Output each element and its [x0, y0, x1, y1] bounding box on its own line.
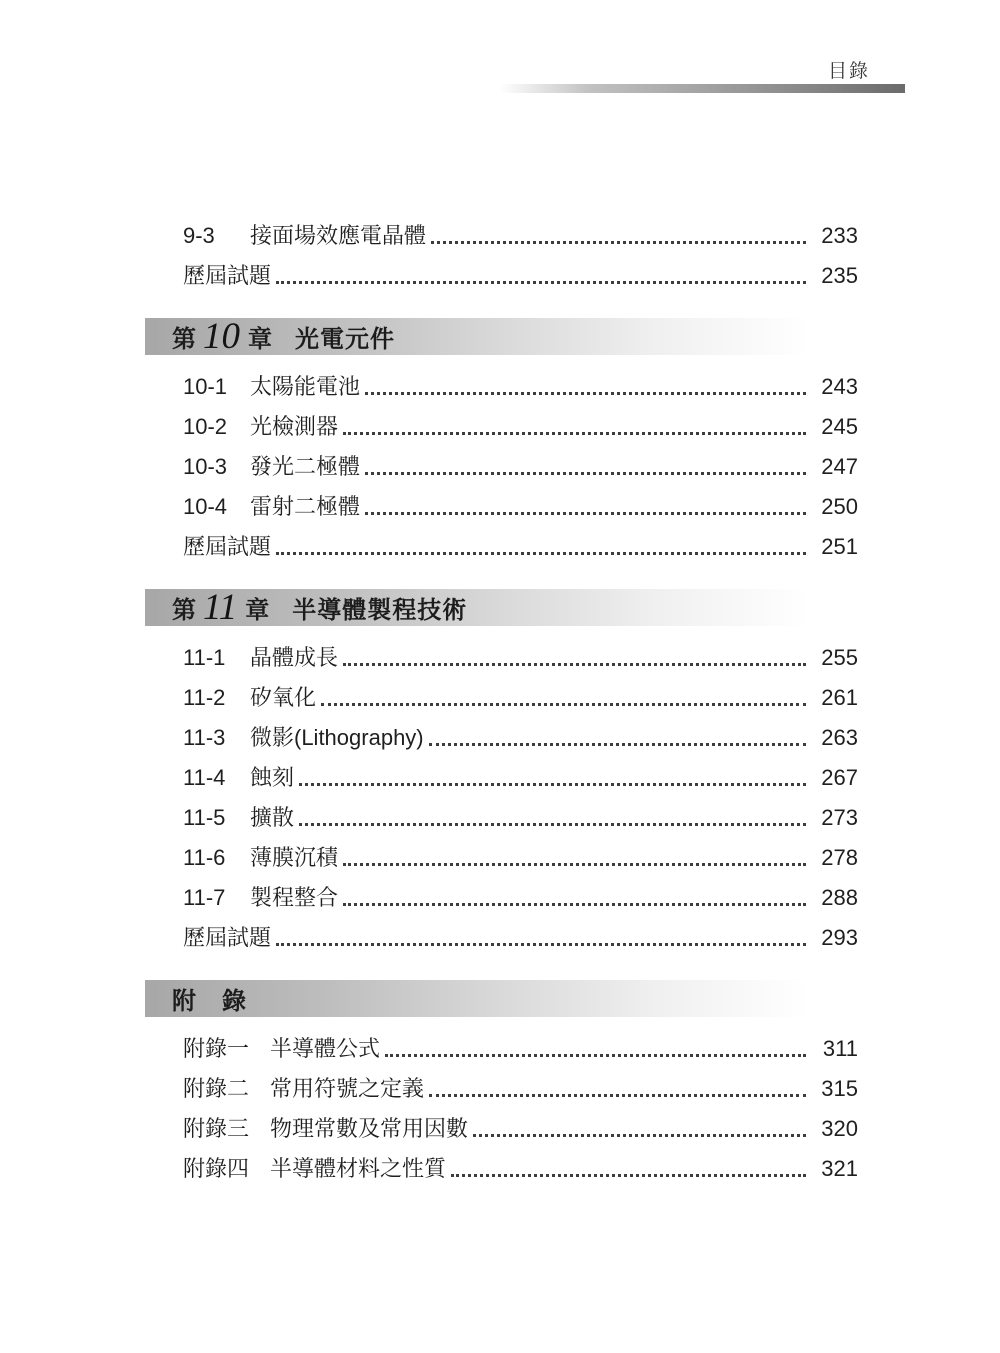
toc-entry-title: 製程整合: [250, 885, 339, 910]
toc-entry-number: 10-1: [183, 374, 228, 399]
toc-entry-number: 10-3: [183, 454, 228, 479]
toc-entry: [183, 1029, 858, 1069]
toc-entry-title: 歷屆試題: [183, 263, 272, 288]
toc-entry-title: 光檢測器: [250, 414, 339, 439]
toc-entry-page: 255: [821, 645, 858, 670]
toc-entry-title: 半導體材料之性質: [270, 1156, 447, 1181]
toc-entry: [183, 216, 858, 256]
toc-entry-number: 11-5: [183, 805, 226, 830]
toc-entry-title: 接面場效應電晶體: [250, 223, 427, 248]
toc-entry-page: 278: [821, 845, 858, 870]
dot-leader: [360, 487, 812, 527]
dot-leader: [424, 718, 812, 758]
dot-leader: [338, 838, 812, 878]
toc-entry: [183, 487, 858, 527]
chapter-number: 11: [203, 587, 238, 628]
toc-entry: [183, 447, 858, 487]
toc-entry-page: 250: [821, 494, 858, 519]
dot-leader: [426, 216, 812, 256]
toc-entry-title: 晶體成長: [250, 645, 339, 670]
toc-group-ch10: [145, 318, 858, 567]
toc-entry-page: 233: [821, 223, 858, 248]
dot-leader: [271, 256, 812, 296]
toc-entry-title: 物理常數及常用因數: [270, 1116, 469, 1141]
toc-entry-page: 235: [821, 263, 858, 288]
toc-entry-number: 11-1: [183, 645, 226, 670]
toc-entry-number: 附錄二: [183, 1076, 250, 1101]
dot-leader: [294, 758, 812, 798]
toc-group-appendix: [145, 980, 858, 1189]
toc-entry-number: 11-3: [183, 725, 226, 750]
chapter-suffix: 章: [248, 326, 272, 353]
toc-entry-page: 247: [821, 454, 858, 479]
header-rule: [500, 84, 905, 93]
chapter-title: 附 錄: [172, 988, 247, 1015]
toc-entry: [183, 407, 858, 447]
dot-leader: [468, 1109, 812, 1149]
toc-entry: [183, 1109, 858, 1149]
toc-entry-title: 矽氧化: [250, 685, 317, 710]
chapter-prefix: 第: [172, 326, 196, 353]
toc-entry-title: 歷屆試題: [183, 534, 272, 559]
toc-entry: [183, 718, 858, 758]
toc-entry-number: 附錄三: [183, 1116, 250, 1141]
chapter-heading: [145, 589, 858, 626]
dot-leader: [316, 678, 812, 718]
appendix-heading: [145, 980, 858, 1017]
toc-entry-page: 245: [821, 414, 858, 439]
toc-entry-page: 311: [822, 1036, 858, 1061]
toc-main: [145, 216, 858, 1189]
toc-entry-number: 9-3: [183, 223, 215, 248]
toc-entry-title: 微影(Lithography): [250, 725, 424, 750]
toc-entry-number: 附錄一: [183, 1036, 250, 1061]
dot-leader: [271, 527, 812, 567]
toc-entry-page: 320: [821, 1116, 858, 1141]
toc-entry-page: 261: [821, 685, 858, 710]
toc-group-ch9: [145, 216, 858, 296]
toc-entry: [183, 878, 858, 918]
chapter-suffix: 章: [245, 597, 270, 624]
toc-entry-title: 太陽能電池: [250, 374, 361, 399]
dot-leader: [294, 798, 812, 838]
toc-entry-page: 251: [821, 534, 858, 559]
toc-entry: [183, 798, 858, 838]
toc-entry-page: 315: [821, 1076, 858, 1101]
toc-entry-title: 薄膜沉積: [250, 845, 339, 870]
chapter-title: 光電元件: [295, 326, 395, 353]
toc-entry: [183, 678, 858, 718]
dot-leader: [446, 1149, 812, 1189]
toc-entry: [183, 527, 858, 567]
dot-leader: [338, 878, 812, 918]
toc-entry-page: 273: [821, 805, 858, 830]
toc-entry: [183, 758, 858, 798]
chapter-heading: [145, 318, 858, 355]
toc-group-ch11: [145, 589, 858, 958]
toc-entry-title: 擴散: [250, 805, 295, 830]
toc-entry-title: 雷射二極體: [250, 494, 361, 519]
toc-entry-page: 288: [821, 885, 858, 910]
toc-entry-page: 263: [821, 725, 858, 750]
toc-entry: [183, 838, 858, 878]
toc-entry-number: 10-4: [183, 494, 228, 519]
dot-leader: [380, 1029, 812, 1069]
toc-entry-title: 常用符號之定義: [270, 1076, 425, 1101]
page-title: 目錄: [827, 61, 870, 82]
toc-entry: [183, 256, 858, 296]
toc-entry-title: 歷屆試題: [183, 925, 272, 950]
dot-leader: [338, 407, 812, 447]
dot-leader: [338, 638, 812, 678]
toc-entry: [183, 367, 858, 407]
chapter-number: 10: [203, 316, 240, 357]
toc-entry-page: 293: [821, 925, 858, 950]
dot-leader: [271, 918, 812, 958]
toc-entry-number: 11-2: [183, 685, 226, 710]
dot-leader: [360, 447, 812, 487]
toc-entry: [183, 638, 858, 678]
dot-leader: [360, 367, 812, 407]
toc-entry-page: 243: [821, 374, 858, 399]
toc-entry-number: 11-4: [183, 765, 226, 790]
toc-entry: [183, 918, 858, 958]
dot-leader: [424, 1069, 812, 1109]
toc-entry-number: 附錄四: [183, 1156, 250, 1181]
chapter-title: 半導體製程技術: [292, 597, 468, 624]
toc-entry-number: 11-6: [183, 845, 226, 870]
toc-entry: [183, 1149, 858, 1189]
toc-entry-number: 10-2: [183, 414, 228, 439]
toc-entry-title: 蝕刻: [250, 765, 295, 790]
toc-entry-page: 267: [821, 765, 858, 790]
toc-entry: [183, 1069, 858, 1109]
toc-entry-number: 11-7: [183, 885, 226, 910]
chapter-prefix: 第: [172, 597, 196, 624]
toc-entry-title: 半導體公式: [270, 1036, 381, 1061]
toc-entry-title: 發光二極體: [250, 454, 361, 479]
toc-entry-page: 321: [821, 1156, 858, 1181]
